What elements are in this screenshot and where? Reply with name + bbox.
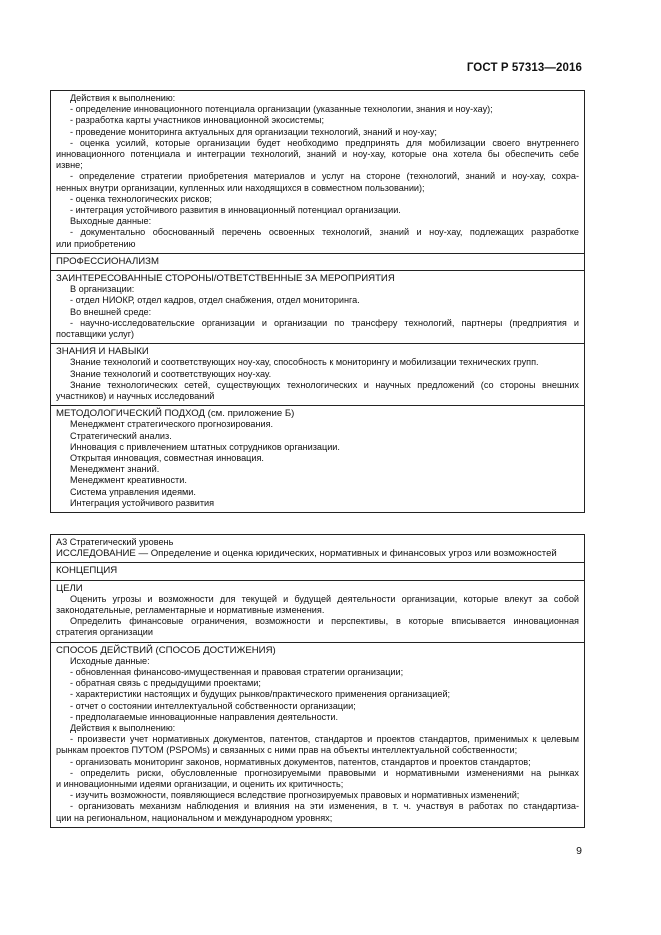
text-line: рынкам проектов ПУТОМ (PSPOMs) и связанных с ними прав на объекты интеллектуальной собственности; [56, 745, 518, 756]
text-line: ненных внутри организации, купленных или находящихся в совместном пользовании); [56, 182, 425, 193]
text-line: - разработка карты участников инновационной экосистемы; [70, 115, 325, 126]
section-heading: КОНЦЕПЦИЯ [56, 565, 118, 577]
text-line: В организации: [70, 284, 135, 295]
section-heading: МЕТОДОЛОГИЧЕСКИЙ ПОДХОД (см. приложение Б) [56, 408, 295, 420]
text-line: - оценка усилий, которые организации будет необходимо предпринять для мобилизации своего внутреннего [70, 137, 579, 148]
text-line: - характеристики настоящих и будущих рынков/практического применения организацией; [70, 689, 451, 700]
text-line: Знание технологий и соответствующих ноу-хау, способность к мониторингу и мобилизации технических групп. [70, 357, 539, 368]
text-line: Выходные данные: [70, 216, 152, 227]
continuation-table [50, 90, 585, 513]
text-line: Стратегический анализ. [70, 430, 172, 441]
cell-body [56, 284, 579, 340]
text-line: инновационного потенциала и интеграции технологий, знаний и ноу-хау, которые она хотела бы обеспечить себе [56, 149, 579, 159]
text-line: извне; [56, 160, 83, 171]
text-line: законодательные, регламентарные и нормативные изменения. [56, 605, 325, 615]
section-heading: ЦЕЛИ [56, 582, 83, 594]
text-line: - обратная связь с предыдущими проектами; [70, 678, 261, 689]
section-heading: ЗНАНИЯ И НАВЫКИ [56, 346, 149, 358]
text-line: - отдел НИОКР, отдел кадров, отдел снабжения, отдел мониторинга. [70, 295, 360, 306]
level-title: ИССЛЕДОВАНИЕ — Определение и оценка юридических, нормативных и финансовых угроз или возможностей [56, 548, 557, 560]
text-line: - отчет о состоянии интеллектуальной собственности организации; [70, 700, 356, 711]
methodological-approach-cell [51, 405, 584, 512]
text-line: или приобретению [56, 238, 136, 249]
text-line: и инновационными идеями организации, и оценить их критичность; [56, 779, 344, 789]
text-line: участников) и научных исследований [56, 390, 215, 401]
text-line: - определение стратегии приобретения материалов и услуг на стороне (технологий, знаний и ноу-хау, сохра- [70, 171, 579, 182]
text-line: Знание технологий и соответствующих ноу-хау. [70, 368, 272, 379]
text-line: Система управления идеями. [70, 486, 196, 497]
text-line: стратегия организации [56, 627, 153, 638]
text-line: - оценка технологических рисков; [70, 193, 212, 204]
text-line: Определить финансовые ограничения, возможности и перспективы, в которые вписывается инновационная [70, 616, 579, 627]
section-heading: СПОСОБ ДЕЙСТВИЙ (СПОСОБ ДОСТИЖЕНИЯ) [56, 644, 276, 656]
professionalism-cell [51, 253, 584, 270]
text-line: - обновленная финансово-имущественная и правовая стратегии организации; [70, 667, 404, 677]
a3-strategic-table [50, 534, 585, 828]
text-line: - организовать мониторинг законов, нормативных документов, патентов, стандартов и проектов стандартов; [70, 756, 531, 767]
actions-cell [51, 91, 584, 253]
text-line: Открытая инновация, совместная инновация. [70, 453, 264, 463]
text-line: Знание технологических сетей, существующих технологических и научных предложений (со стороны внешних [70, 379, 579, 390]
text-line: - предполагаемые инновационные направления деятельности. [70, 711, 339, 722]
text-line: ции на региональном, национальном и международном уровнях; [56, 812, 333, 823]
text-line: - изучить возможности, появляющиеся вследствие прогнозируемых правовых и нормативных изменений; [70, 790, 520, 801]
text-line: Интеграция устойчивого развития [70, 497, 215, 508]
text-line: - документально обоснованный перечень освоенных технологий, знаний и ноу-хау, подлежащих разработке [70, 227, 579, 238]
text-line: Менеджмент знаний. [70, 464, 160, 475]
text-line: - определение инновационного потенциала организации (указанные технологии, знания и ноу-хау); [70, 104, 493, 115]
text-line: - интеграция устойчивого развития в инновационный потенциал организации. [70, 204, 401, 215]
goals-cell [51, 580, 584, 642]
level-label: А3 Стратегический уровень [56, 537, 174, 547]
cell-body [56, 656, 579, 824]
text-line: - проведение мониторинга актуальных для организации технологий, знаний и ноу-хау; [70, 126, 437, 137]
text-line: Менеджмент креативности. [70, 475, 187, 486]
text-line: - организовать механизм наблюдения и влияния на эти изменения, в т. ч. участвуя в работах по стандартиза- [70, 801, 579, 812]
text-line: поставщики услуг) [56, 328, 135, 339]
text-line: - научно-исследовательские организации и организации по трансферу технологий, партнеры (предприятия и [70, 317, 579, 328]
section-heading: ПРОФЕССИОНАЛИЗМ [56, 255, 159, 267]
section-heading: ЗАИНТЕРЕСОВАННЫЕ СТОРОНЫ/ОТВЕТСТВЕННЫЕ ЗА МЕРОПРИЯТИЯ [56, 272, 395, 284]
text-line: Менеджмент стратегического прогнозирования. [70, 419, 274, 430]
text-line: - определить риски, обусловленные прогнозируемыми правовыми и нормативными изменениями на рынках [70, 767, 579, 778]
document-code: ГОСТ Р 57313—2016 [466, 62, 582, 74]
concept-cell [51, 562, 584, 579]
text-line: Во внешней среде: [70, 306, 152, 317]
text-line: Исходные данные: [70, 655, 150, 666]
text-line: Действия к выполнению: [70, 93, 176, 103]
level-title-cell [51, 535, 584, 562]
page-number: 9 [576, 845, 582, 857]
text-line: Оценить угрозы и возможности для текущей и будущей деятельности организации, которые влекут за собой [70, 593, 579, 604]
cell-body [56, 419, 579, 509]
cell-body [56, 357, 579, 402]
text-line: - произвести учет нормативных документов, патентов, стандартов и проектов стандартов, применимых к целевым [70, 734, 579, 745]
knowledge-skills-cell [51, 343, 584, 405]
stakeholders-cell [51, 270, 584, 343]
cell-body [56, 594, 579, 639]
method-of-action-cell [51, 642, 584, 827]
text-line: Инновация с привлечением штатных сотрудников организации. [70, 441, 340, 452]
text-line: Действия к выполнению: [70, 723, 176, 734]
